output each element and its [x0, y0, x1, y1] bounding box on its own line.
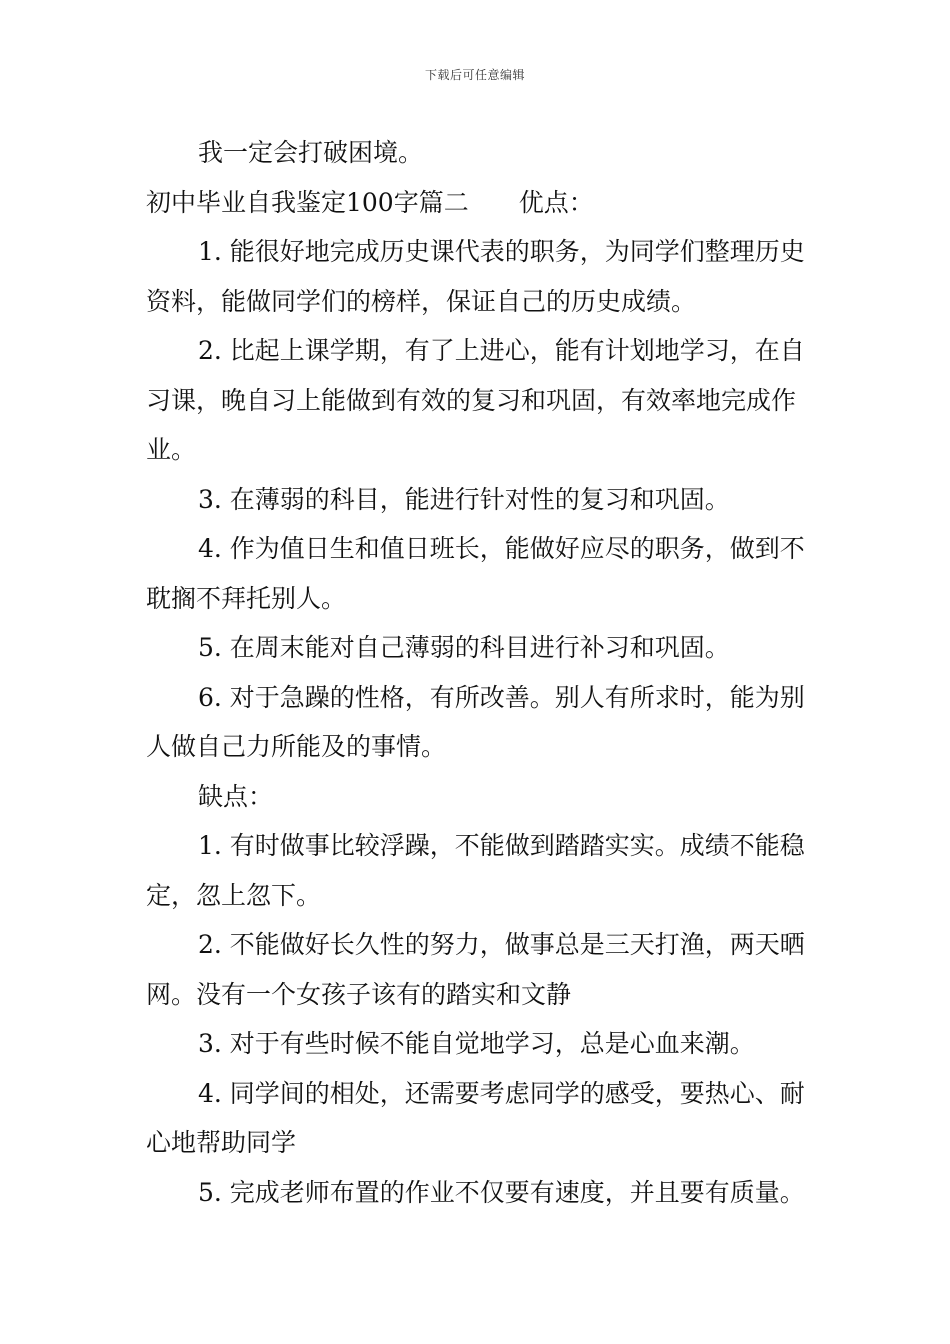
strength-item-5: 5. 在周末能对自己薄弱的科目进行补习和巩固。	[198, 633, 730, 662]
weakness-item-1: 1. 有时做事比较浮躁，不能做到踏踏实实。成绩不能稳定，忽上忽下。	[146, 831, 805, 910]
paragraph-intro: 我一定会打破困境。	[198, 138, 424, 167]
weaknesses-label: 缺点：	[198, 781, 274, 811]
strength-item-6: 6. 对于急躁的性格，有所改善。别人有所求时，能为别人做自己力所能及的事情。	[146, 682, 805, 761]
weakness-item-3: 3. 对于有些时候不能自觉地学习，总是心血来潮。	[198, 1029, 755, 1058]
weakness-item-4: 4. 同学间的相处，还需要考虑同学的感受，要热心、耐心地帮助同学	[146, 1078, 805, 1157]
weakness-item-2: 2. 不能做好长久性的努力，做事总是三天打渔，两天晒网。没有一个女孩子该有的踏实和文静	[146, 930, 805, 1009]
strength-item-4: 4. 作为值日生和值日班长，能做好应尽的职务，做到不耽搁不拜托别人。	[146, 534, 805, 613]
strength-item-3: 3. 在薄弱的科目，能进行针对性的复习和巩固。	[198, 484, 730, 514]
page-header: 下载后可任意编辑	[424, 68, 525, 82]
strength-item-1: 1. 能很好地完成历史课代表的职务，为同学们整理历史资料，能做同学们的榜样，保证自己的历史成绩。	[146, 237, 805, 316]
strengths-label: 优点：	[518, 187, 594, 217]
weakness-item-5: 5. 完成老师布置的作业不仅要有速度，并且要有质量。	[198, 1177, 805, 1207]
section-title-line	[146, 178, 826, 228]
section-title: 初中毕业自我鉴定100字篇二	[146, 187, 469, 217]
document-body	[146, 128, 826, 1217]
strength-item-2: 2. 比起上课学期，有了上进心，能有计划地学习，在自习课，晚自习上能做到有效的复习和巩固，有效率地完成作业。	[146, 336, 805, 464]
